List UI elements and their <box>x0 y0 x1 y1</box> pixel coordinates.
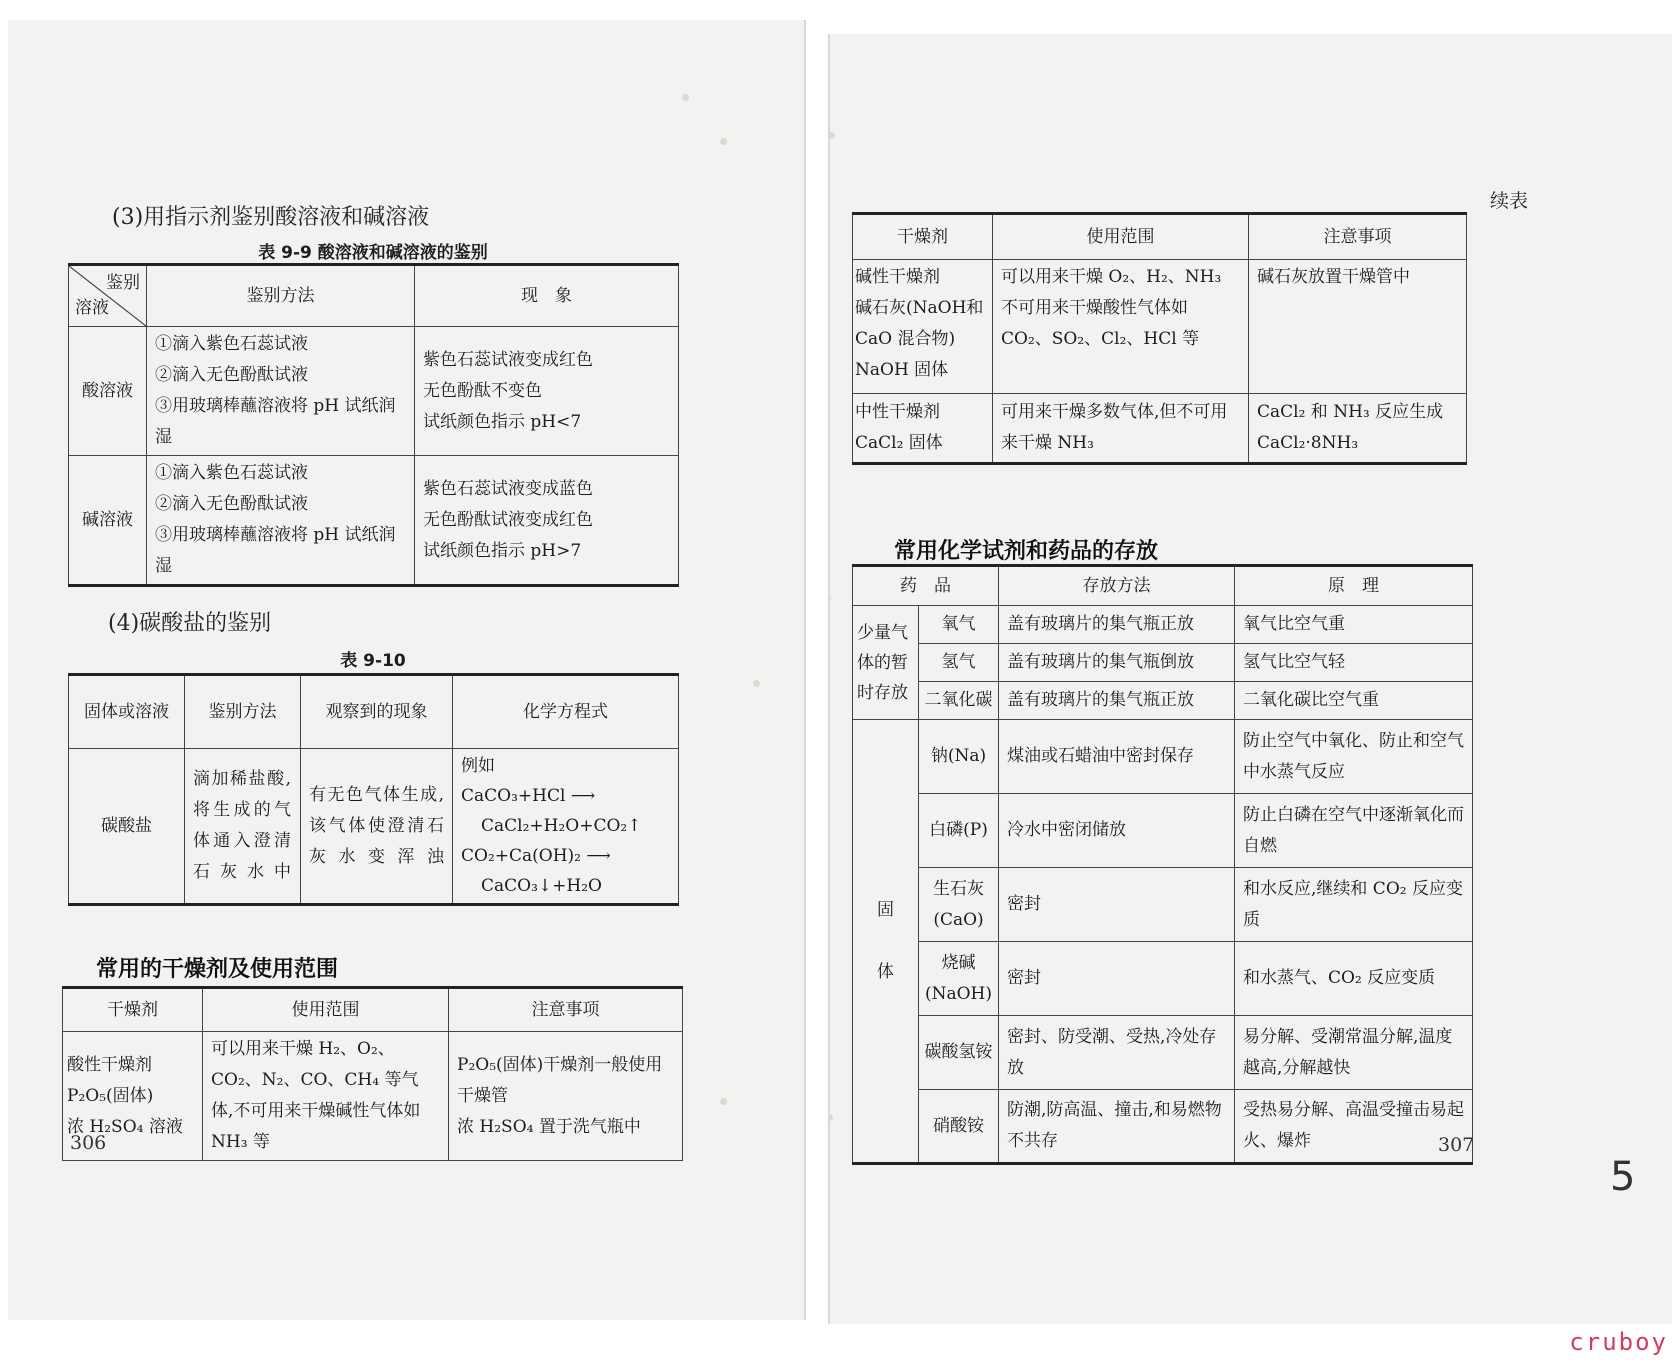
phenomenon-cell: 紫色石蕊试液变成蓝色 无色酚酞试液变成红色 试纸颜色指示 pH>7 <box>415 456 679 586</box>
notes-cell: 碱石灰放置干燥管中 <box>1249 260 1467 394</box>
column-header: 干燥剂 <box>853 214 993 260</box>
column-header: 观察到的现象 <box>301 675 453 749</box>
group-label: 少量气体的暂时存放 <box>853 606 919 720</box>
item-name: 碳酸氢铵 <box>919 1016 999 1090</box>
table-row <box>69 456 679 586</box>
item-name: 硝酸铵 <box>919 1090 999 1164</box>
equation-line: CaCl₂+H₂O+CO₂↑ <box>481 816 642 836</box>
table-row <box>69 749 679 905</box>
table-corner-cell <box>69 265 147 327</box>
agent-cell: 中性干燥剂 CaCl₂ 固体 <box>853 394 993 464</box>
storage-method: 防潮,防高温、撞击,和易燃物不共存 <box>999 1090 1235 1164</box>
left-page <box>8 20 806 1320</box>
storage-method: 煤油或石蜡油中密封保存 <box>999 720 1235 794</box>
notes-cell: CaCl₂ 和 NH₃ 反应生成 CaCl₂·8NH₃ <box>1249 394 1467 464</box>
storage-reason: 易分解、受潮常温分解,温度越高,分解越快 <box>1235 1016 1473 1090</box>
storage-method: 盖有玻璃片的集气瓶正放 <box>999 606 1235 644</box>
column-header: 原 理 <box>1235 566 1473 606</box>
phenomenon-cell: 紫色石蕊试液变成红色 无色酚酞不变色 试纸颜色指示 pH<7 <box>415 327 679 456</box>
row-label: 碳酸盐 <box>69 749 185 905</box>
handwritten-mark: 5 <box>1610 1154 1636 1200</box>
right-page <box>828 34 1672 1324</box>
section-heading-4: (4)碳酸盐的鉴别 <box>108 611 272 636</box>
equation-intro: 例如 <box>461 756 495 776</box>
table-9-10-title: 表 9-10 <box>340 651 406 671</box>
row-label: 碱溶液 <box>69 456 147 586</box>
column-header: 药 品 <box>853 566 999 606</box>
acid-base-identification-table <box>68 263 679 587</box>
method-cell: ①滴入紫色石蕊试液 ②滴入无色酚酞试液 ③用玻璃棒蘸溶液将 pH 试纸润湿 <box>147 327 415 456</box>
table-row <box>853 1090 1473 1164</box>
carbonate-identification-table <box>68 673 679 906</box>
table-row <box>853 260 1467 394</box>
storage-method: 密封 <box>999 942 1235 1016</box>
storage-reason: 受热易分解、高温受撞击易起火、爆炸 <box>1235 1090 1473 1164</box>
column-header: 现 象 <box>415 265 679 327</box>
range-cell: 可以用来干燥 O₂、H₂、NH₃ 不可用来干燥酸性气体如 CO₂、SO₂、Cl₂、HCl 等 <box>993 260 1249 394</box>
table-row <box>853 1016 1473 1090</box>
item-name: 二氧化碳 <box>919 682 999 720</box>
storage-method: 密封 <box>999 868 1235 942</box>
desiccant-table-continued <box>852 212 1467 465</box>
agent-cell: 酸性干燥剂 P₂O₅(固体) 浓 H₂SO₄ 溶液 <box>63 1032 203 1161</box>
item-name: 白磷(P) <box>919 794 999 868</box>
watermark: cruboy <box>1569 1328 1668 1356</box>
table-row <box>853 606 1473 644</box>
method-cell: ①滴入紫色石蕊试液 ②滴入无色酚酞试液 ③用玻璃棒蘸溶液将 pH 试纸润湿 <box>147 456 415 586</box>
page-blemish <box>753 680 760 687</box>
page-blemish <box>720 138 727 145</box>
column-header: 使用范围 <box>993 214 1249 260</box>
column-header: 化学方程式 <box>453 675 679 749</box>
table-row <box>63 1032 683 1161</box>
page-number: 307 <box>1438 1134 1475 1156</box>
item-name: 氧气 <box>919 606 999 644</box>
phenomenon-cell: 有无色气体生成,该气体使澄清石灰水变浑浊 <box>301 749 453 905</box>
column-header: 使用范围 <box>203 988 449 1032</box>
item-name: 氢气 <box>919 644 999 682</box>
storage-heading: 常用化学试剂和药品的存放 <box>894 539 1159 564</box>
storage-reason: 防止白磷在空气中逐渐氧化而自燃 <box>1235 794 1473 868</box>
table-row <box>853 868 1473 942</box>
column-header: 鉴别方法 <box>185 675 301 749</box>
method-cell: 滴加稀盐酸,将生成的气体通入澄清石灰水中 <box>185 749 301 905</box>
table-row <box>853 720 1473 794</box>
table-row <box>69 327 679 456</box>
item-name: 烧碱 (NaOH) <box>919 942 999 1016</box>
column-header: 固体或溶液 <box>69 675 185 749</box>
storage-method: 密封、防受潮、受热,冷处存放 <box>999 1016 1235 1090</box>
storage-method: 冷水中密闭储放 <box>999 794 1235 868</box>
table-row <box>853 942 1473 1016</box>
equation-cell <box>453 749 679 905</box>
column-header: 干燥剂 <box>63 988 203 1032</box>
corner-label-top: 鉴别 <box>106 273 140 293</box>
page-blemish <box>828 132 835 139</box>
page-blemish <box>682 94 689 101</box>
notes-cell: P₂O₅(固体)干燥剂一般使用干燥管 浓 H₂SO₄ 置于洗气瓶中 <box>449 1032 683 1161</box>
item-name: 钠(Na) <box>919 720 999 794</box>
continued-label: 续表 <box>1490 190 1529 212</box>
table-row <box>853 794 1473 868</box>
desiccant-heading: 常用的干燥剂及使用范围 <box>96 957 339 982</box>
reagent-storage-table <box>852 564 1473 1165</box>
storage-reason: 和水反应,继续和 CO₂ 反应变质 <box>1235 868 1473 942</box>
storage-reason: 防止空气中氧化、防止和空气中水蒸气反应 <box>1235 720 1473 794</box>
storage-method: 盖有玻璃片的集气瓶倒放 <box>999 644 1235 682</box>
equation-line: CO₂+Ca(OH)₂ ⟶ <box>461 846 611 866</box>
column-header: 存放方法 <box>999 566 1235 606</box>
group-label: 固 体 <box>853 720 919 1164</box>
storage-reason: 氧气比空气重 <box>1235 606 1473 644</box>
row-label: 酸溶液 <box>69 327 147 456</box>
page-blemish <box>828 1114 833 1121</box>
equation-line: CaCO₃+HCl ⟶ <box>461 786 596 806</box>
page-number: 306 <box>70 1132 107 1154</box>
storage-method: 盖有玻璃片的集气瓶正放 <box>999 682 1235 720</box>
corner-label-bottom: 溶液 <box>75 298 109 318</box>
range-cell: 可以用来干燥 H₂、O₂、CO₂、N₂、CO、CH₄ 等气体,不可用来干燥碱性气体如 NH₃ 等 <box>203 1032 449 1161</box>
agent-cell: 碱性干燥剂 碱石灰(NaOH和 CaO 混合物) NaOH 固体 <box>853 260 993 394</box>
column-header: 注意事项 <box>449 988 683 1032</box>
desiccant-table <box>62 986 683 1161</box>
table-row <box>853 394 1467 464</box>
page-blemish <box>720 1098 727 1105</box>
item-name: 生石灰 (CaO) <box>919 868 999 942</box>
equation-line: CaCO₃↓+H₂O <box>481 876 602 896</box>
column-header: 鉴别方法 <box>147 265 415 327</box>
column-header: 注意事项 <box>1249 214 1467 260</box>
storage-reason: 氢气比空气轻 <box>1235 644 1473 682</box>
section-heading-3: (3)用指示剂鉴别酸溶液和碱溶液 <box>112 205 430 230</box>
storage-reason: 二氧化碳比空气重 <box>1235 682 1473 720</box>
page-blemish <box>828 594 831 601</box>
storage-reason: 和水蒸气、CO₂ 反应变质 <box>1235 942 1473 1016</box>
range-cell: 可用来干燥多数气体,但不可用来干燥 NH₃ <box>993 394 1249 464</box>
table-9-9-title: 表 9-9 酸溶液和碱溶液的鉴别 <box>258 243 488 263</box>
table-row <box>853 644 1473 682</box>
table-row <box>853 682 1473 720</box>
